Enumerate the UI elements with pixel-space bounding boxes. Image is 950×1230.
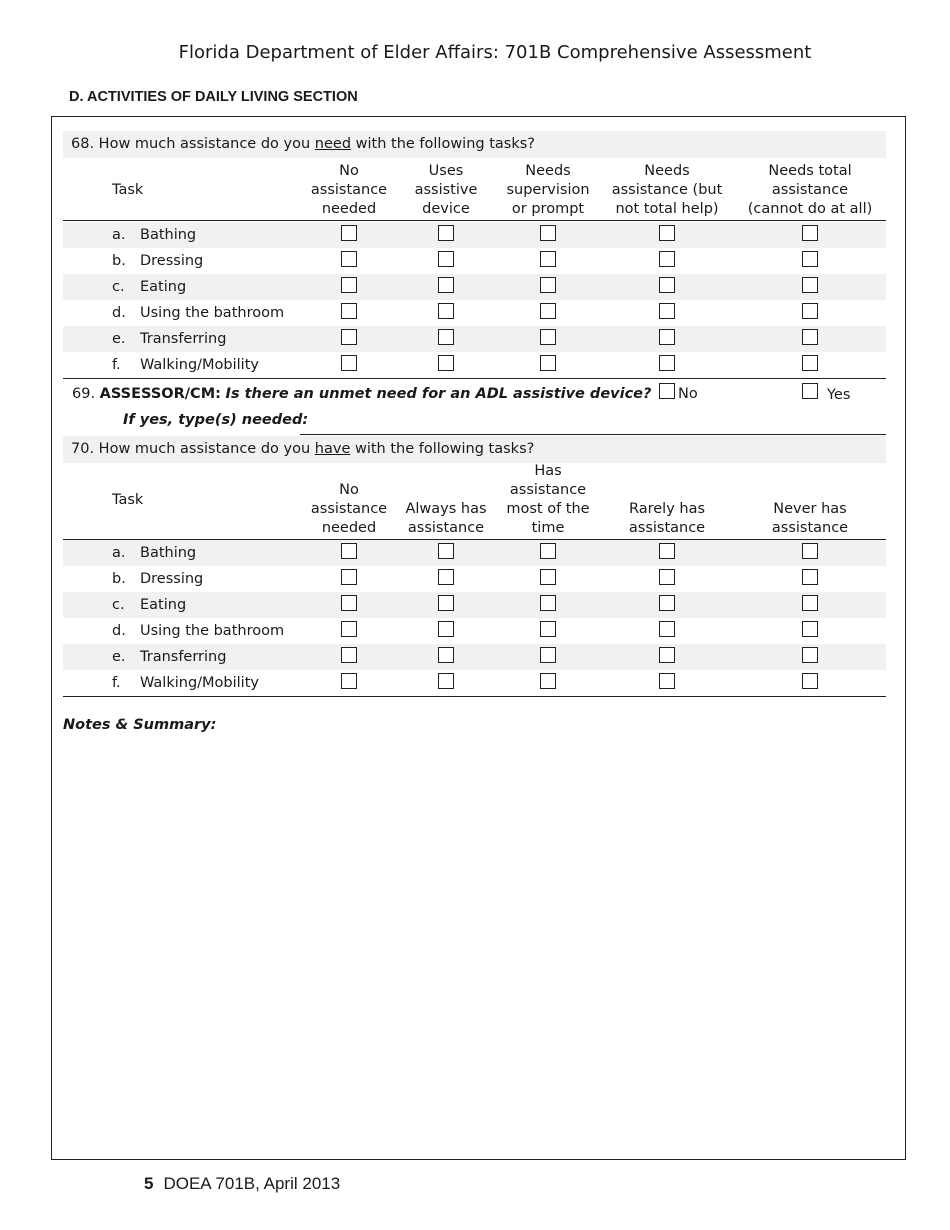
q70-bottom-rule: [63, 696, 886, 697]
q68-checkbox[interactable]: [540, 277, 556, 293]
table-row: [63, 274, 886, 300]
q70-checkbox[interactable]: [540, 673, 556, 689]
q68-column-header-5: [735, 162, 885, 219]
task-letter: d.: [112, 305, 126, 321]
task-letter: f.: [112, 357, 121, 373]
q70-checkbox[interactable]: [659, 543, 675, 559]
q70-checkbox[interactable]: [341, 569, 357, 585]
q70-checkbox[interactable]: [659, 569, 675, 585]
task-letter: c.: [112, 597, 125, 613]
q70-question-row: [63, 436, 886, 463]
q68-column-header-1: [299, 162, 399, 219]
q70-column-header-line: assistance: [407, 520, 485, 536]
task-letter: c.: [112, 279, 125, 295]
q70-column-header-line: assistance: [771, 520, 849, 536]
footer: [144, 1174, 340, 1194]
q70-checkbox[interactable]: [540, 647, 556, 663]
q70-checkbox[interactable]: [341, 673, 357, 689]
q68-checkbox[interactable]: [540, 225, 556, 241]
q68-column-header-line: (cannot do at all): [747, 201, 873, 217]
q68-column-header-line: assistance: [310, 182, 388, 198]
q68-checkbox[interactable]: [438, 277, 454, 293]
q68-checkbox[interactable]: [341, 225, 357, 241]
q68-checkbox[interactable]: [341, 277, 357, 293]
q70-column-header-line: needed: [321, 520, 377, 536]
q70-checkbox[interactable]: [802, 569, 818, 585]
q70-column-header-line: Never has: [773, 501, 847, 517]
q68-checkbox[interactable]: [659, 277, 675, 293]
q70-checkbox[interactable]: [341, 647, 357, 663]
q68-checkbox[interactable]: [659, 251, 675, 267]
q68-emphasis: need: [314, 136, 352, 152]
table-row: [63, 592, 886, 618]
q68-task-header: Task: [112, 182, 144, 198]
q70-checkbox[interactable]: [802, 595, 818, 611]
q70-column-header-line: Rarely has: [628, 501, 706, 517]
q68-checkbox[interactable]: [540, 355, 556, 371]
q69-write-line: [300, 434, 886, 435]
q70-checkbox[interactable]: [438, 647, 454, 663]
q70-checkbox[interactable]: [659, 647, 675, 663]
table-row: [63, 618, 886, 644]
q68-checkbox[interactable]: [438, 329, 454, 345]
q70-column-header-5: [735, 500, 885, 538]
q68-column-header-3: [498, 162, 598, 219]
q69-number: 69.: [72, 386, 96, 402]
task-label: Dressing: [140, 571, 204, 587]
q70-checkbox[interactable]: [540, 621, 556, 637]
q70-column-header-2: [400, 500, 492, 538]
q70-emphasis: have: [314, 441, 351, 457]
task-label: Walking/Mobility: [140, 357, 259, 373]
task-label: Eating: [140, 597, 187, 613]
q70-checkbox[interactable]: [341, 595, 357, 611]
q68-number: 68.: [71, 136, 95, 152]
q68-checkbox[interactable]: [540, 303, 556, 319]
notes-label: Notes & Summary:: [63, 717, 217, 733]
table-row: [63, 540, 886, 566]
q70-checkbox[interactable]: [540, 569, 556, 585]
q70-column-header-1: [299, 481, 399, 538]
table-row: [63, 248, 886, 274]
task-label: Using the bathroom: [140, 623, 285, 639]
q70-checkbox[interactable]: [341, 543, 357, 559]
table-row: [63, 352, 886, 378]
q70-column-header-line: Has: [534, 463, 562, 479]
q70-column-header-4: [605, 500, 729, 538]
q68-text-before: How much assistance do you: [98, 136, 311, 152]
q68-checkbox[interactable]: [802, 277, 818, 293]
q68-checkbox[interactable]: [659, 303, 675, 319]
q68-column-header-line: needed: [321, 201, 377, 217]
q70-task-header: Task: [112, 492, 144, 508]
q70-checkbox[interactable]: [540, 595, 556, 611]
page-number: 5: [144, 1174, 154, 1193]
q70-checkbox[interactable]: [540, 543, 556, 559]
form-id: DOEA 701B, April 2013: [163, 1174, 341, 1193]
q68-question-row: [63, 131, 886, 158]
q68-column-header-line: Needs total: [768, 163, 852, 179]
q70-checkbox[interactable]: [438, 569, 454, 585]
q68-column-header-line: Needs: [644, 163, 690, 179]
q70-column-header-line: Always has: [405, 501, 487, 517]
q70-column-header-line: assistance: [310, 501, 388, 517]
q68-checkbox[interactable]: [341, 303, 357, 319]
q68-column-header-line: assistance: [771, 182, 849, 198]
q68-column-header-line: supervision: [506, 182, 590, 198]
q70-column-header-line: assistance: [509, 482, 587, 498]
q69-question: [72, 386, 651, 402]
q68-checkbox[interactable]: [802, 329, 818, 345]
q70-checkbox[interactable]: [802, 673, 818, 689]
task-letter: a.: [112, 227, 126, 243]
q68-column-header-line: assistance (but: [611, 182, 723, 198]
q68-column-header-4: [605, 162, 729, 219]
q70-column-header-line: most of the: [506, 501, 590, 517]
task-label: Eating: [140, 279, 187, 295]
q68-checkbox[interactable]: [540, 251, 556, 267]
q68-checkbox[interactable]: [802, 303, 818, 319]
q70-checkbox[interactable]: [438, 621, 454, 637]
q68-checkbox[interactable]: [802, 355, 818, 371]
section-heading: D. ACTIVITIES OF DAILY LIVING SECTION: [69, 89, 358, 105]
task-letter: b.: [112, 253, 126, 269]
task-letter: a.: [112, 545, 126, 561]
q70-checkbox[interactable]: [438, 673, 454, 689]
q68-checkbox[interactable]: [659, 329, 675, 345]
q69-if-yes-label: If yes, type(s) needed:: [123, 412, 309, 428]
q69-prefix: ASSESSOR/CM:: [99, 386, 221, 402]
q70-column-header-line: assistance: [628, 520, 706, 536]
task-label: Transferring: [140, 331, 227, 347]
page-title: Florida Department of Elder Affairs: 701B Comprehensive Assessment: [178, 42, 812, 63]
q68-column-header-line: No: [339, 163, 359, 179]
q70-number: 70.: [71, 441, 95, 457]
q68-header-rule: [63, 220, 886, 221]
q70-column-header-line: No: [339, 482, 359, 498]
q70-text-after: with the following tasks?: [354, 441, 535, 457]
task-label: Walking/Mobility: [140, 675, 259, 691]
task-label: Transferring: [140, 649, 227, 665]
q70-checkbox[interactable]: [802, 647, 818, 663]
q68-column-header-line: or prompt: [511, 201, 585, 217]
task-letter: e.: [112, 649, 126, 665]
q69-yes-label: Yes: [827, 387, 851, 403]
q69-no-label: No: [678, 386, 698, 402]
q68-checkbox[interactable]: [438, 303, 454, 319]
q68-checkbox[interactable]: [341, 251, 357, 267]
task-letter: e.: [112, 331, 126, 347]
table-row: [63, 222, 886, 248]
q70-checkbox[interactable]: [659, 673, 675, 689]
table-row: [63, 566, 886, 592]
table-row: [63, 326, 886, 352]
q68-text-after: with the following tasks?: [355, 136, 535, 152]
task-label: Using the bathroom: [140, 305, 285, 321]
q68-checkbox[interactable]: [659, 225, 675, 241]
q68-column-header-line: Uses: [428, 163, 464, 179]
q68-column-header-line: assistive: [414, 182, 478, 198]
q69-yes-checkbox[interactable]: [802, 383, 818, 399]
q68-column-header-line: Needs: [525, 163, 571, 179]
task-label: Dressing: [140, 253, 204, 269]
q68-checkbox[interactable]: [438, 251, 454, 267]
q68-column-header-2: [400, 162, 492, 219]
q68-bottom-rule: [63, 378, 886, 379]
q68-checkbox[interactable]: [341, 329, 357, 345]
q70-checkbox[interactable]: [802, 543, 818, 559]
q70-question: [71, 441, 534, 457]
q70-column-header-line: time: [531, 520, 565, 536]
q70-checkbox[interactable]: [438, 595, 454, 611]
task-label: Bathing: [140, 545, 197, 561]
q68-checkbox[interactable]: [802, 225, 818, 241]
q70-column-header-3: [498, 462, 598, 538]
q68-column-header-line: device: [422, 201, 470, 217]
q69-text: Is there an unmet need for an ADL assistive device?: [225, 386, 652, 402]
q68-checkbox[interactable]: [802, 251, 818, 267]
q69-no-checkbox[interactable]: [659, 383, 675, 399]
q70-checkbox[interactable]: [659, 595, 675, 611]
table-row: [63, 300, 886, 326]
table-row: [63, 670, 886, 696]
q68-question: [71, 136, 535, 152]
q70-text-before: How much assistance do you: [98, 441, 311, 457]
task-label: Bathing: [140, 227, 197, 243]
q68-checkbox[interactable]: [438, 355, 454, 371]
q70-checkbox[interactable]: [659, 621, 675, 637]
q70-checkbox[interactable]: [341, 621, 357, 637]
q70-checkbox[interactable]: [802, 621, 818, 637]
q68-checkbox[interactable]: [540, 329, 556, 345]
table-row: [63, 644, 886, 670]
task-letter: b.: [112, 571, 126, 587]
q68-checkbox[interactable]: [659, 355, 675, 371]
task-letter: d.: [112, 623, 126, 639]
task-letter: f.: [112, 675, 121, 691]
q68-checkbox[interactable]: [438, 225, 454, 241]
q68-checkbox[interactable]: [341, 355, 357, 371]
q68-column-header-line: not total help): [615, 201, 719, 217]
q70-checkbox[interactable]: [438, 543, 454, 559]
